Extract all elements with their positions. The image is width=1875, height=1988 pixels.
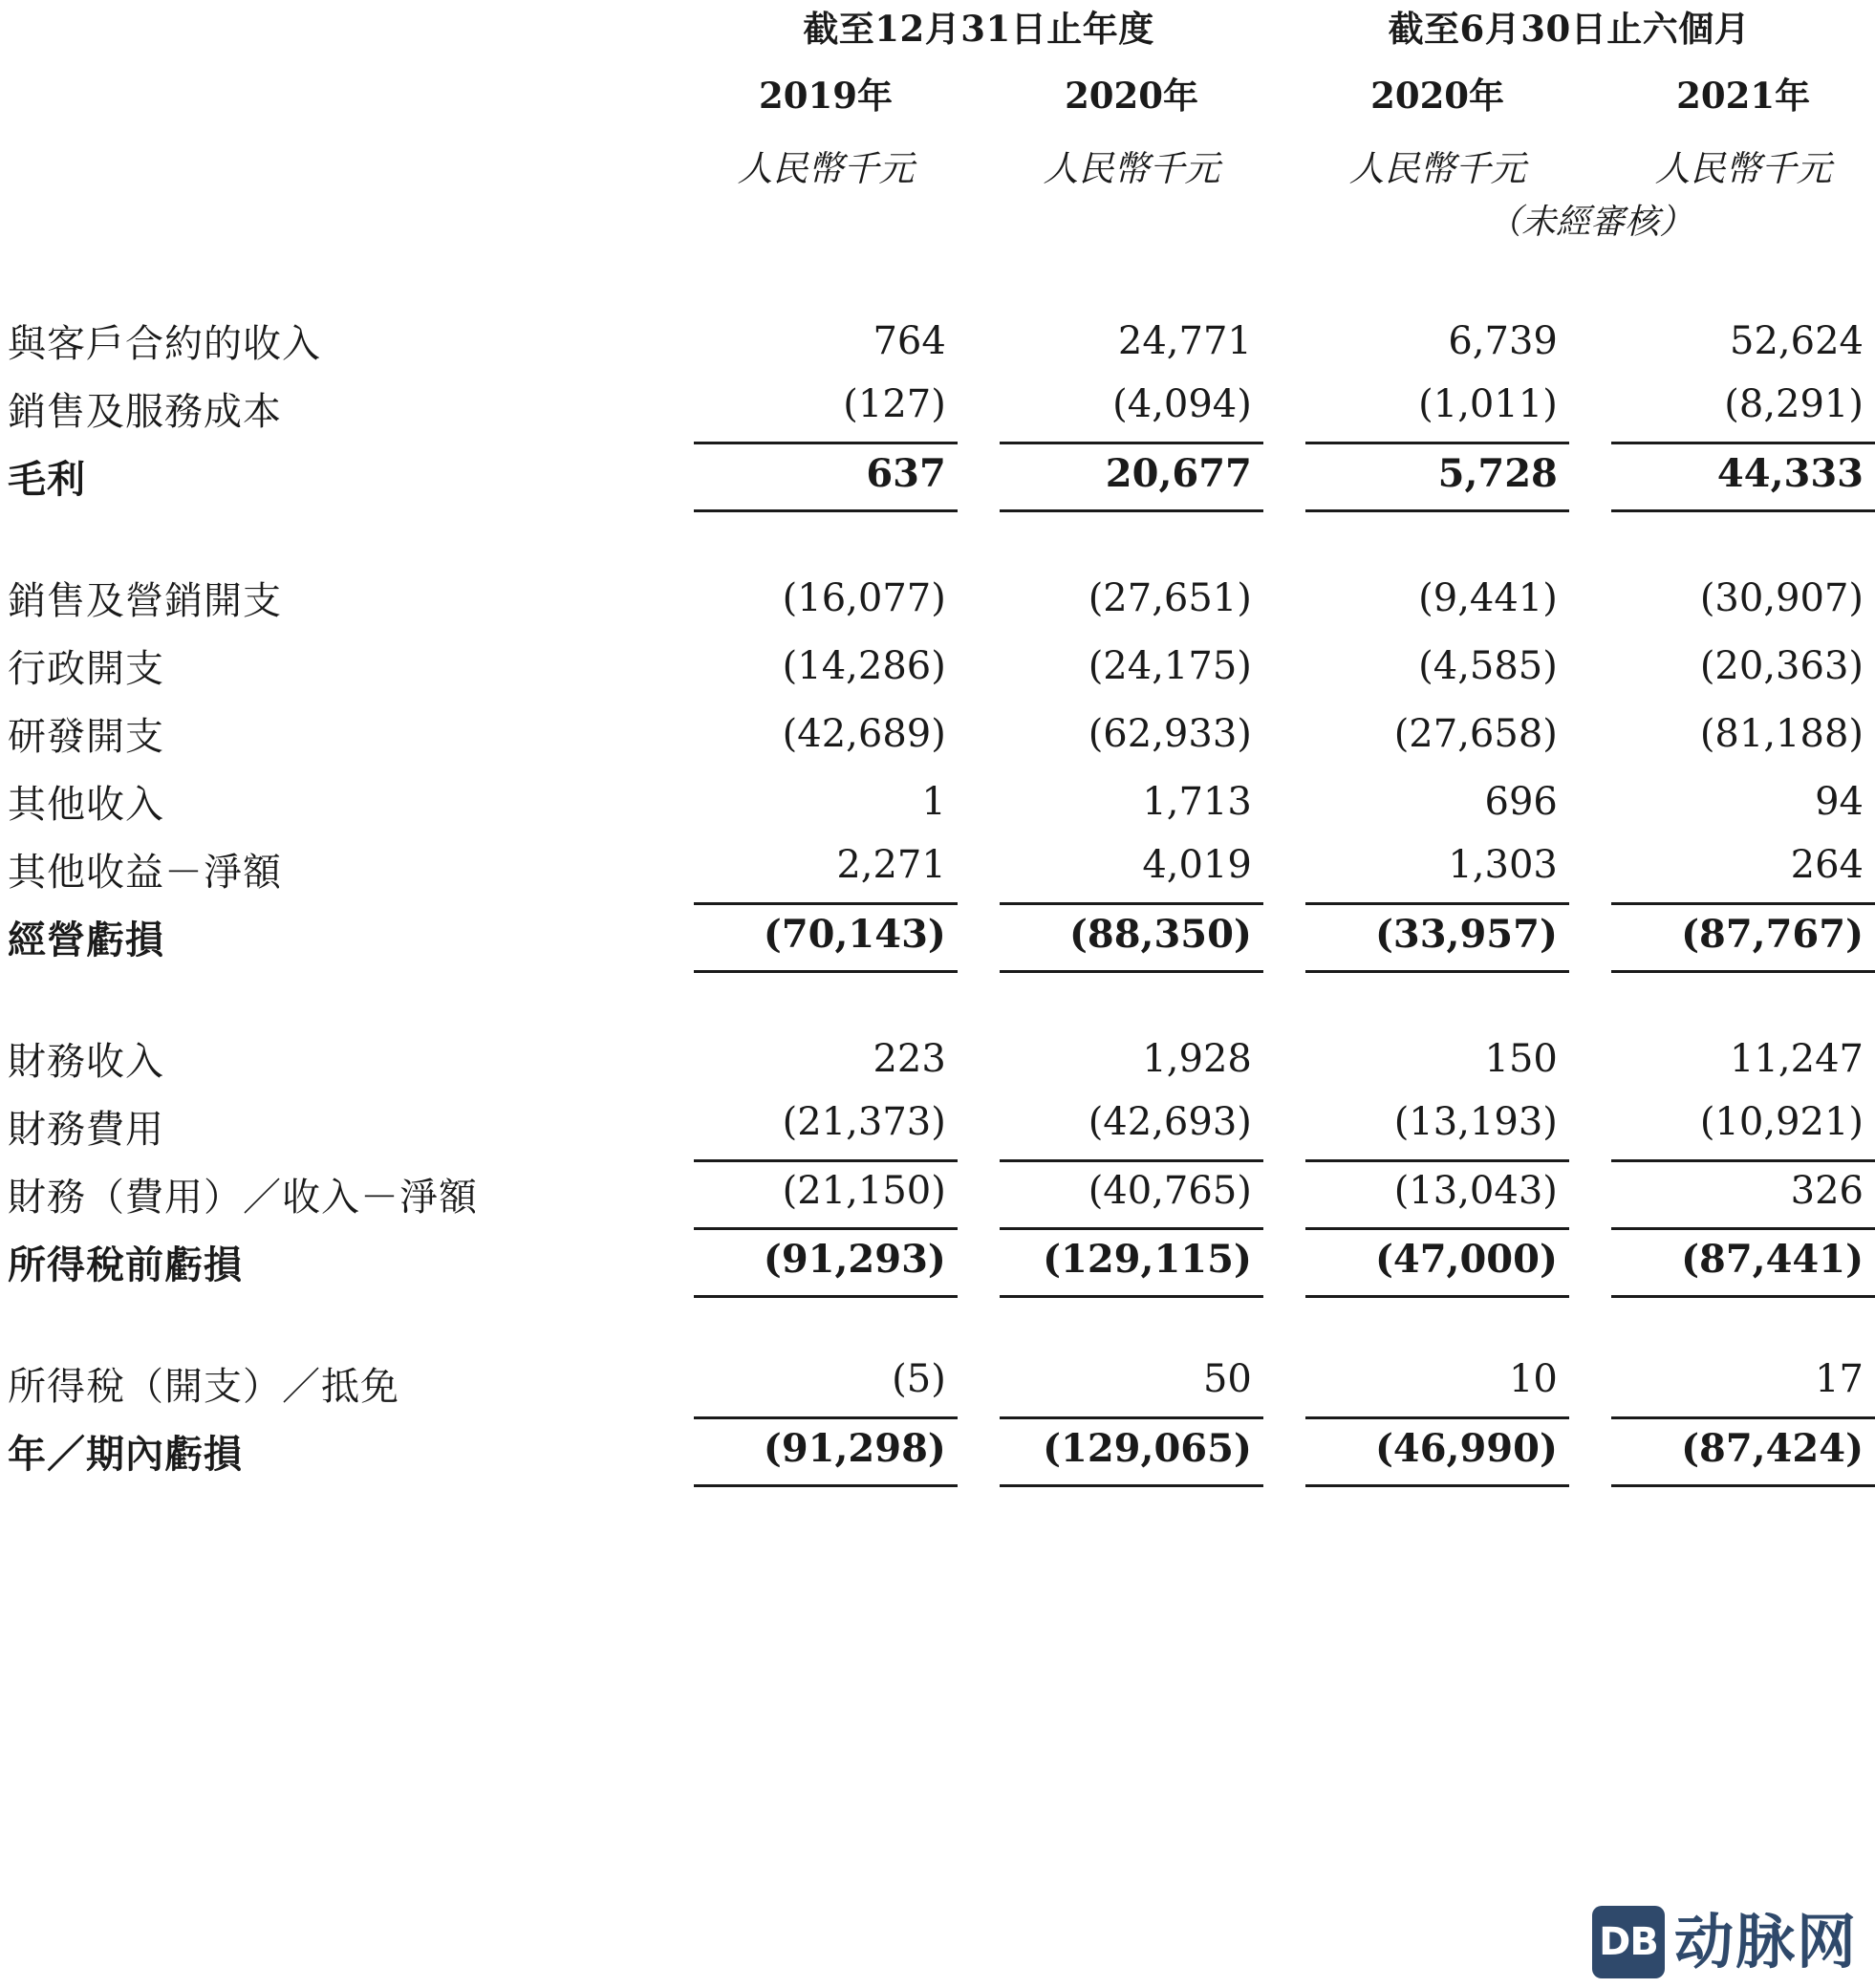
cell-selling-expenses-col2: (27,651) [1088, 575, 1252, 620]
column-gap [1263, 564, 1305, 632]
cell-gross-profit-col3: 5,728 [1305, 443, 1569, 510]
table-body [0, 307, 1875, 1485]
cell-selling-expenses-col1: (16,077) [782, 575, 946, 620]
header-unaudited-note: （未經審核） [1487, 203, 1694, 242]
column-gap [1569, 767, 1611, 835]
table-row [0, 700, 1875, 767]
cell-operating-loss-col1: (70,143) [694, 903, 958, 971]
cell-other-income-col2: 1,713 [1142, 779, 1252, 824]
cell-rd-expenses-col2: (62,933) [1088, 711, 1252, 756]
table-row [0, 835, 1875, 903]
header-unit-col1: 人民幣千元 [737, 148, 915, 189]
cell-finance-net-col3: (13,043) [1305, 1160, 1569, 1228]
cell-revenue-col2: 24,771 [1117, 318, 1252, 363]
column-gap [958, 443, 1000, 510]
column-gap [1569, 1092, 1611, 1160]
header-year-2021-interim: 2021年 [1676, 75, 1811, 117]
cell-revenue-col1: 764 [873, 318, 946, 363]
header-unit-blank [0, 140, 694, 195]
row-label-other-income: 其他收入 [8, 783, 164, 827]
column-gap [1263, 835, 1305, 903]
row-label-loss-for-period: 年／期內虧損 [8, 1432, 243, 1477]
table-row [0, 1228, 1875, 1296]
watermark [1592, 1906, 1858, 1978]
table-row [0, 1160, 1875, 1228]
column-gap [1569, 700, 1611, 767]
cell-selling-expenses-col3: (9,441) [1418, 575, 1558, 620]
cell-loss-before-tax-col4: (87,441) [1611, 1228, 1875, 1296]
cell-finance-net-col4: 326 [1611, 1160, 1875, 1228]
cell-rd-expenses-col3: (27,658) [1393, 711, 1558, 756]
header-corner-blank [0, 0, 694, 67]
cell-loss-for-period-col1: (91,298) [694, 1417, 958, 1485]
row-label-finance-net: 財務（費用）／收入－淨額 [8, 1176, 478, 1220]
header-bottom-spacer [0, 253, 1875, 307]
header-unaudited-row [0, 195, 1875, 253]
column-gap [1569, 375, 1611, 443]
cell-cost-of-sales-col4: (8,291) [1611, 375, 1875, 443]
section-spacer [0, 971, 1875, 1025]
cell-income-tax-col3: 10 [1305, 1350, 1569, 1417]
column-gap [1263, 1025, 1305, 1092]
row-label-income-tax: 所得稅（開支）／抵免 [8, 1365, 399, 1409]
cell-income-tax-col2: 50 [1000, 1350, 1263, 1417]
header-unit-row [0, 140, 1875, 195]
column-gap [958, 375, 1000, 443]
column-gap [1569, 1025, 1611, 1092]
header-year-2020-interim: 2020年 [1370, 75, 1505, 117]
cell-income-tax-col1: (5) [694, 1350, 958, 1417]
cell-other-income-col3: 696 [1484, 779, 1558, 824]
watermark-text: 动脉网 [1673, 1907, 1858, 1977]
column-gap [958, 1160, 1000, 1228]
column-gap [1569, 835, 1611, 903]
table-row [0, 564, 1875, 632]
cell-finance-net-col2: (40,765) [1000, 1160, 1263, 1228]
column-gap [1569, 1228, 1611, 1296]
column-gap [1263, 1417, 1305, 1485]
table-row [0, 632, 1875, 700]
table-header [0, 0, 1875, 307]
cell-revenue-col4: 52,624 [1730, 318, 1864, 363]
column-gap [1263, 903, 1305, 971]
table-row [0, 903, 1875, 971]
watermark-badge: DB [1592, 1906, 1665, 1978]
cell-loss-for-period-col4: (87,424) [1611, 1417, 1875, 1485]
column-gap [1263, 443, 1305, 510]
cell-admin-expenses-col4: (20,363) [1699, 643, 1864, 688]
cell-rd-expenses-col4: (81,188) [1699, 711, 1864, 756]
row-label-loss-before-tax: 所得稅前虧損 [8, 1242, 243, 1287]
table-row [0, 767, 1875, 835]
cell-gross-profit-col4: 44,333 [1611, 443, 1875, 510]
column-gap [1263, 700, 1305, 767]
header-span-annual: 截至12月31日止年度 [803, 8, 1154, 50]
cell-gross-profit-col2: 20,677 [1000, 443, 1263, 510]
cell-finance-costs-col2: (42,693) [1000, 1092, 1263, 1160]
cell-admin-expenses-col1: (14,286) [782, 643, 946, 688]
cell-other-income-col4: 94 [1815, 779, 1864, 824]
column-gap [958, 307, 1000, 375]
cell-admin-expenses-col2: (24,175) [1088, 643, 1252, 688]
column-gap [1569, 564, 1611, 632]
cell-admin-expenses-col3: (4,585) [1418, 643, 1558, 688]
row-label-revenue: 與客戶合約的收入 [8, 322, 321, 366]
table-row [0, 1417, 1875, 1485]
cell-other-gains-col2: 4,019 [1000, 835, 1263, 903]
column-gap [958, 835, 1000, 903]
header-unit-col3: 人民幣千元 [1348, 148, 1526, 189]
row-label-operating-loss: 經營虧損 [8, 918, 164, 962]
table-row [0, 1350, 1875, 1417]
row-label-finance-income: 財務收入 [8, 1040, 164, 1084]
cell-other-income-col1: 1 [921, 779, 946, 824]
table-row [0, 1092, 1875, 1160]
cell-cost-of-sales-col1: (127) [694, 375, 958, 443]
cell-other-gains-col4: 264 [1611, 835, 1875, 903]
column-gap [958, 700, 1000, 767]
cell-operating-loss-col3: (33,957) [1305, 903, 1569, 971]
column-gap [1569, 1350, 1611, 1417]
column-gap [958, 1350, 1000, 1417]
column-gap [958, 564, 1000, 632]
cell-other-gains-col3: 1,303 [1305, 835, 1569, 903]
row-label-gross-profit: 毛利 [8, 457, 86, 502]
column-gap [1569, 307, 1611, 375]
row-label-admin-expenses: 行政開支 [8, 647, 164, 691]
column-gap [1263, 1228, 1305, 1296]
column-gap [1263, 375, 1305, 443]
cell-gross-profit-col1: 637 [694, 443, 958, 510]
column-gap [958, 767, 1000, 835]
header-unit-col4: 人民幣千元 [1654, 148, 1832, 189]
cell-loss-before-tax-col1: (91,293) [694, 1228, 958, 1296]
column-gap [1569, 903, 1611, 971]
column-gap [958, 1092, 1000, 1160]
section-spacer [0, 1296, 1875, 1350]
column-gap [1569, 443, 1611, 510]
cell-loss-before-tax-col2: (129,115) [1000, 1228, 1263, 1296]
cell-finance-income-col3: 150 [1484, 1036, 1558, 1081]
header-year-2020-annual: 2020年 [1065, 75, 1199, 117]
cell-cost-of-sales-col2: (4,094) [1000, 375, 1263, 443]
column-gap [1263, 1160, 1305, 1228]
cell-loss-for-period-col2: (129,065) [1000, 1417, 1263, 1485]
header-year-2019: 2019年 [759, 75, 894, 117]
table-row [0, 443, 1875, 510]
header-span-row [0, 0, 1875, 67]
cell-finance-income-col4: 11,247 [1730, 1036, 1864, 1081]
cell-finance-costs-col1: (21,373) [694, 1092, 958, 1160]
row-label-rd-expenses: 研發開支 [8, 715, 164, 759]
column-gap [1263, 632, 1305, 700]
cell-selling-expenses-col4: (30,907) [1699, 575, 1864, 620]
table-row [0, 375, 1875, 443]
table-row [0, 1025, 1875, 1092]
cell-other-gains-col1: 2,271 [694, 835, 958, 903]
cell-loss-for-period-col3: (46,990) [1305, 1417, 1569, 1485]
cell-finance-income-col1: 223 [873, 1036, 946, 1081]
cell-rd-expenses-col1: (42,689) [782, 711, 946, 756]
column-gap [958, 903, 1000, 971]
column-gap [958, 1025, 1000, 1092]
cell-loss-before-tax-col3: (47,000) [1305, 1228, 1569, 1296]
cell-operating-loss-col2: (88,350) [1000, 903, 1263, 971]
cell-finance-income-col2: 1,928 [1142, 1036, 1252, 1081]
cell-income-tax-col4: 17 [1611, 1350, 1875, 1417]
column-gap [1263, 307, 1305, 375]
table-row [0, 307, 1875, 375]
column-gap [1263, 1350, 1305, 1417]
column-gap [958, 1417, 1000, 1485]
column-gap [958, 1228, 1000, 1296]
header-unit-col2: 人民幣千元 [1043, 148, 1220, 189]
row-label-other-gains: 其他收益－淨額 [8, 851, 282, 895]
column-gap [1569, 632, 1611, 700]
row-label-selling-expenses: 銷售及營銷開支 [8, 579, 282, 623]
row-label-finance-costs: 財務費用 [8, 1108, 164, 1152]
cell-revenue-col3: 6,739 [1448, 318, 1558, 363]
column-gap [1569, 1160, 1611, 1228]
header-year-row [0, 67, 1875, 140]
section-spacer [0, 510, 1875, 564]
column-gap [1569, 1417, 1611, 1485]
column-gap [958, 632, 1000, 700]
cell-finance-costs-col3: (13,193) [1305, 1092, 1569, 1160]
cell-cost-of-sales-col3: (1,011) [1305, 375, 1569, 443]
header-year-blank [0, 67, 694, 140]
cell-operating-loss-col4: (87,767) [1611, 903, 1875, 971]
header-span-interim: 截至6月30日止六個月 [1388, 8, 1751, 50]
column-gap [1263, 1092, 1305, 1160]
column-gap [1263, 767, 1305, 835]
cell-finance-costs-col4: (10,921) [1611, 1092, 1875, 1160]
cell-finance-net-col1: (21,150) [694, 1160, 958, 1228]
row-label-cost-of-sales: 銷售及服務成本 [8, 390, 282, 434]
